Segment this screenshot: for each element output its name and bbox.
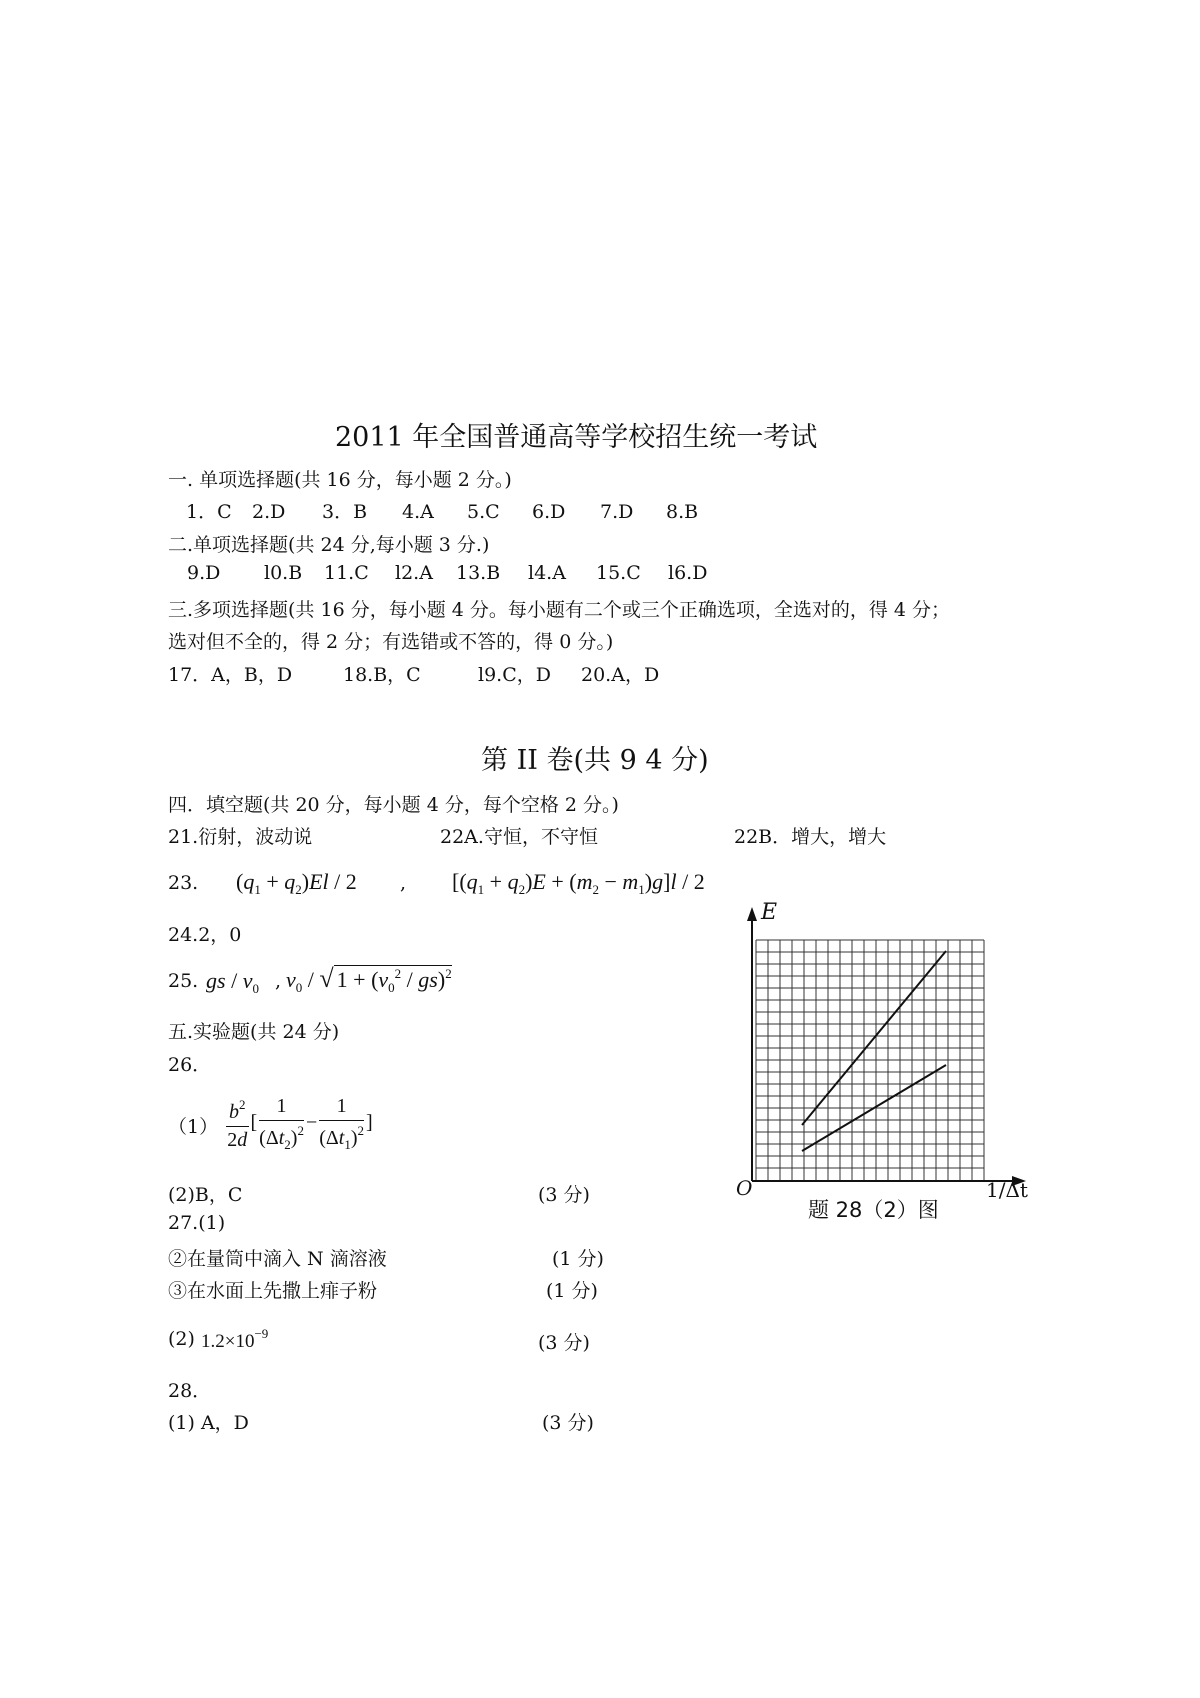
volume2-heading: 第 II 卷(共 9 4 分) — [481, 745, 709, 776]
part4-heading: 四．填空题(共 20 分，每小题 4 分，每个空格 2 分。) — [168, 794, 619, 816]
figure-28-2-graph — [730, 895, 1050, 1235]
q26-2-score: (3 分) — [538, 1184, 590, 1206]
origin-label: O — [736, 1176, 753, 1200]
q27-2-value: $1.2\times 10^{-9}$ — [201, 1326, 269, 1352]
q26-label: 26． — [168, 1054, 212, 1076]
answer-item: 4.A — [402, 501, 434, 523]
q23-label: 23. — [168, 872, 199, 894]
q25-formula-1: gs / $v_0$ — [206, 968, 259, 996]
answer-item: 7.D — [600, 501, 634, 523]
q24-answer: 24.2，0 — [168, 924, 242, 946]
answer-item: 1．C — [186, 501, 232, 523]
q28-label: 28． — [168, 1380, 212, 1402]
answer-item: 5.C — [467, 501, 500, 523]
answer-item: l9.C，D — [478, 664, 551, 686]
q26-1-label: （1） — [168, 1116, 219, 1138]
q28-1-answer: (1) A，D — [168, 1412, 249, 1434]
answer-item: 20.A，D — [581, 664, 660, 686]
q27-step2: ②在量筒中滴入 N 滴溶液 — [168, 1248, 387, 1270]
answer-item: 8.B — [666, 501, 699, 523]
figure-caption: 题 28（2）图 — [808, 1198, 939, 1222]
part3-heading-line2: 选对但不全的，得 2 分；有选错或不答的，得 0 分。) — [168, 631, 614, 653]
part3-answers — [168, 660, 671, 687]
y-axis-arrow — [747, 907, 757, 921]
answer-item: l6.D — [668, 562, 708, 584]
answer-item: 17．A，B，D — [168, 664, 293, 686]
part2-heading: 二.单项选择题(共 24 分,每小题 3 分.) — [168, 534, 490, 556]
answer-item: 3．B — [322, 501, 368, 523]
y-axis-label: E — [761, 900, 778, 925]
answer-item: 11.C — [324, 562, 369, 584]
q27-2-exponent: −9 — [254, 1326, 269, 1341]
q23-separator: , — [400, 872, 407, 894]
answer-item: 2.D — [252, 501, 286, 523]
q23-formula-1: $(q_1 + q_2)El / 2$ — [236, 869, 357, 897]
part5-heading: 五.实验题(共 24 分) — [168, 1021, 340, 1043]
graph-grid — [756, 940, 984, 1180]
q27-step3: ③在水面上先撒上痱子粉 — [168, 1280, 378, 1302]
answer-item: l2.A — [395, 562, 433, 584]
q28-1-score: (3 分) — [542, 1412, 594, 1434]
q27-step2-score: (1 分) — [552, 1248, 604, 1270]
answer-item: 9.D — [187, 562, 221, 584]
x-axis-label: 1/Δt — [986, 1178, 1028, 1202]
q26-2-answer: (2)B，C — [168, 1184, 243, 1206]
answer-item: 6.D — [532, 501, 566, 523]
q27-2-label: (2) — [168, 1328, 195, 1350]
q27-2-score: (3 分) — [538, 1332, 590, 1354]
answer-item: 13.B — [456, 562, 501, 584]
q21-answer: 21.衍射，波动说 — [168, 826, 313, 848]
q26-1-formula: $\frac{b^2}{2d}$ [ $\frac{1}{(\Delta t_2)^2}$ − $\frac{1}{(\Delta t_1)^2}$ ] — [227, 1095, 373, 1152]
part1-answers — [186, 497, 726, 524]
q27-label: 27.(1) — [168, 1212, 226, 1234]
page-title: 2011 年全国普通高等学校招生统一考试 — [335, 422, 818, 453]
answer-item: 15.C — [596, 562, 641, 584]
answer-item: l4.A — [528, 562, 566, 584]
q25-label: 25. — [168, 970, 199, 992]
part3-heading-line1: 三.多项选择题(共 16 分，每小题 4 分。每小题有二个或三个正确选项，全选对的，得 4 分； — [168, 599, 951, 621]
part2-answers — [187, 562, 728, 584]
answer-item: l0.B — [264, 562, 303, 584]
q25-separator: , — [275, 970, 282, 992]
q23-formula-2: $[(q_1 + q_2)E + (m_2 - m_1)g]l / 2$ — [452, 869, 705, 897]
answer-item: 18.B，C — [343, 664, 421, 686]
q22b-answer: 22B．增大，增大 — [734, 826, 887, 848]
q22a-answer: 22A.守恒，不守恒 — [440, 826, 598, 848]
q25-formula-2: $v_0$ / √ $1 + (v_0^2 / gs)^2$ — [286, 964, 452, 995]
part1-heading: 一. 单项选择题(共 16 分，每小题 2 分。) — [168, 469, 512, 491]
q27-step3-score: (1 分) — [546, 1280, 598, 1302]
